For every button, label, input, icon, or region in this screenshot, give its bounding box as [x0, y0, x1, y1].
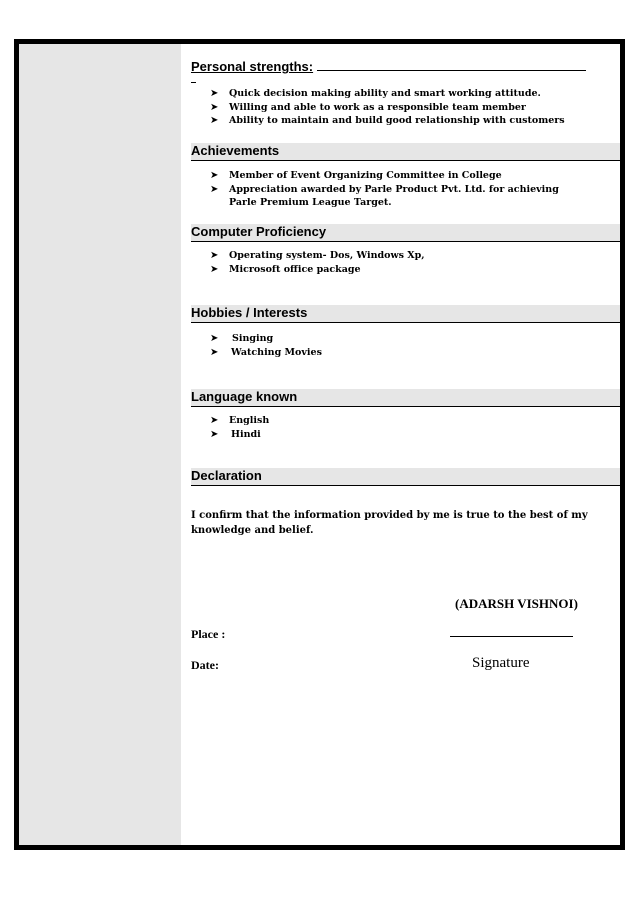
arrowhead-bullet-icon: ➤	[210, 88, 219, 99]
date-label: Date:	[191, 658, 219, 672]
arrowhead-bullet-icon: ➤	[210, 428, 219, 440]
arrowhead-bullet-icon: ➤	[210, 170, 219, 181]
list-item: ➤ Member of Event Organizing Committee in College	[210, 170, 502, 181]
arrowhead-bullet-icon: ➤	[210, 250, 219, 261]
arrowhead-bullet-icon: ➤	[210, 346, 219, 358]
left-sidebar	[19, 44, 181, 845]
personal-strengths-list	[210, 87, 565, 128]
applicant-name: (ADARSH VISHNOI)	[455, 596, 578, 611]
list-item: ➤ Operating system- Dos, Windows Xp,	[210, 250, 425, 261]
list-item: ➤ English	[210, 415, 270, 426]
arrowhead-bullet-icon: ➤	[210, 263, 219, 275]
list-item: ➤ Singing	[210, 333, 274, 344]
list-item: ➤ Appreciation awarded by Parle Product Pvt. Ltd. for achieving Parle Premium League Target.	[210, 183, 559, 208]
arrowhead-bullet-icon: ➤	[210, 183, 219, 195]
declaration-heading: Declaration	[191, 468, 262, 483]
arrowhead-bullet-icon: ➤	[210, 115, 219, 126]
arrowhead-bullet-icon: ➤	[210, 415, 219, 426]
declaration-text: I confirm that the information provided by me is true to the best of my knowledge and belief.	[191, 510, 588, 536]
achievements-list	[210, 169, 574, 210]
list-item: ➤ Willing and able to work as a responsible team member	[210, 101, 526, 113]
computer-proficiency-list	[210, 249, 425, 276]
hobbies-heading: Hobbies / Interests	[191, 305, 308, 320]
computer-proficiency-heading: Computer Proficiency	[191, 224, 327, 239]
place-label: Place :	[191, 627, 226, 641]
list-item: ➤ Microsoft office package	[210, 263, 361, 275]
list-item: ➤ Quick decision making ability and smart working attitude.	[210, 88, 541, 99]
achievements-heading: Achievements	[191, 143, 280, 158]
stray-dash	[191, 82, 196, 83]
languages-heading: Language known	[191, 389, 298, 404]
heading-underline	[317, 70, 586, 71]
resume-content	[181, 44, 620, 845]
personal-strengths-heading: Personal strengths:	[191, 59, 314, 74]
arrowhead-bullet-icon: ➤	[210, 101, 219, 113]
list-item: ➤ Watching Movies	[210, 346, 322, 358]
signature-line	[450, 636, 573, 637]
languages-list	[210, 414, 269, 441]
list-item: ➤ Hindi	[210, 428, 261, 440]
signature-label: Signature	[472, 655, 530, 671]
list-item: ➤ Ability to maintain and build good relationship with customers	[210, 115, 565, 126]
hobbies-list	[210, 332, 322, 359]
resume-page-frame	[14, 39, 625, 850]
arrowhead-bullet-icon: ➤	[210, 333, 219, 344]
